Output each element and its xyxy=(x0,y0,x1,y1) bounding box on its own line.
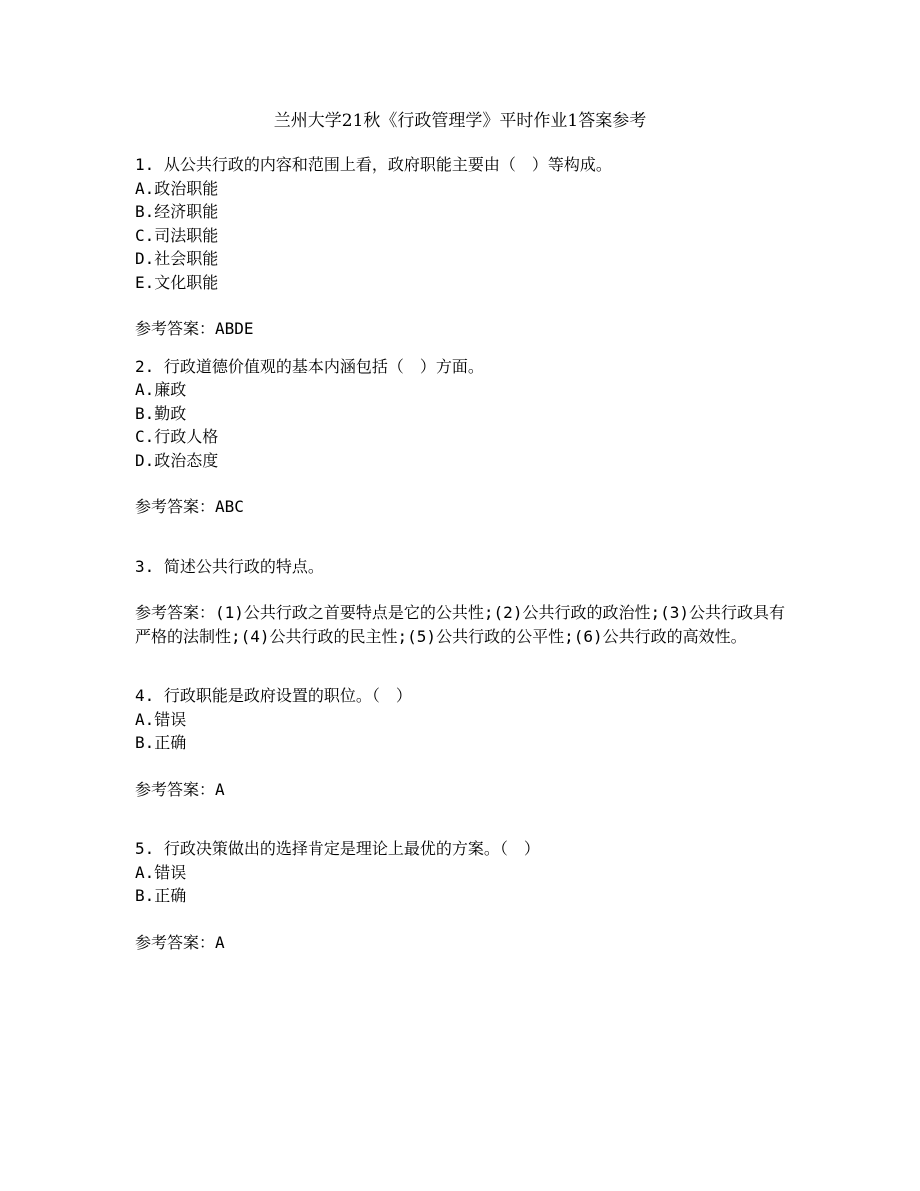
question-3-answer-value: (1)公共行政之首要特点是它的公共性;(2)公共行政的政治性;(3)公共行政具有严格的法制性;(4)公共行政的民主性;(5)公共行政的公平性;(6)公共行政的高效性。 xyxy=(135,603,785,646)
answer-prefix: 参考答案： xyxy=(135,932,216,952)
question-2-option-a: A.廉政 xyxy=(135,380,187,399)
question-3 xyxy=(135,555,795,649)
question-5-answer-value: A xyxy=(215,932,225,952)
question-4-number: 4. xyxy=(135,686,155,705)
question-1-option-c: C.司法职能 xyxy=(135,225,219,245)
question-1-option-b: B.经济职能 xyxy=(135,202,219,221)
question-2-answer-value: ABC xyxy=(215,497,244,516)
question-3-text: 简述公共行政的特点。 xyxy=(163,556,324,576)
question-1-stem xyxy=(135,153,795,177)
question-4-answer xyxy=(135,778,795,802)
question-3-stem xyxy=(135,555,795,579)
question-5-option-b: B.正确 xyxy=(135,886,187,905)
question-2-option-d: D.政治态度 xyxy=(135,450,219,470)
question-3-answer xyxy=(135,601,795,648)
question-5-text: 行政决策做出的选择肯定是理论上最优的方案。（ ） xyxy=(163,839,540,858)
question-4-option-b: B.正确 xyxy=(135,733,187,752)
question-2 xyxy=(135,355,795,519)
answer-prefix: 参考答案： xyxy=(135,779,216,799)
question-2-option-b: B.勤政 xyxy=(135,403,187,423)
answer-prefix: 参考答案： xyxy=(135,603,216,622)
question-5-stem xyxy=(135,837,795,861)
question-1-option-e: E.文化职能 xyxy=(135,272,219,292)
question-4-stem xyxy=(135,684,795,708)
question-1-number: 1. xyxy=(135,155,155,174)
answer-prefix: 参考答案： xyxy=(135,319,216,338)
question-4-text: 行政职能是政府设置的职位。（ ） xyxy=(163,686,412,705)
question-2-answer xyxy=(135,495,795,519)
question-1 xyxy=(135,153,795,341)
question-2-number: 2. xyxy=(135,356,155,376)
question-1-text: 从公共行政的内容和范围上看，政府职能主要由（ ）等构成。 xyxy=(163,155,612,174)
answer-prefix: 参考答案： xyxy=(135,497,216,516)
question-5-answer xyxy=(135,931,795,955)
question-2-option-c: C.行政人格 xyxy=(135,427,219,446)
question-list xyxy=(135,153,795,954)
question-4-answer-value: A xyxy=(215,779,225,799)
question-5-option-a: A.错误 xyxy=(135,862,187,882)
question-1-answer-value: ABDE xyxy=(215,319,254,338)
question-4-option-a: A.错误 xyxy=(135,709,187,729)
question-5 xyxy=(135,837,795,954)
question-1-option-d: D.社会职能 xyxy=(135,249,219,268)
question-3-number: 3. xyxy=(135,556,155,576)
document-title: 兰州大学21秋《行政管理学》平时作业1答案参考 xyxy=(273,111,647,131)
question-2-stem xyxy=(135,355,795,379)
question-5-number: 5. xyxy=(135,839,155,858)
question-1-answer xyxy=(135,317,795,341)
question-4 xyxy=(135,684,795,801)
question-1-option-a: A.政治职能 xyxy=(135,178,219,198)
question-2-text: 行政道德价值观的基本内涵包括（ ）方面。 xyxy=(163,356,484,376)
